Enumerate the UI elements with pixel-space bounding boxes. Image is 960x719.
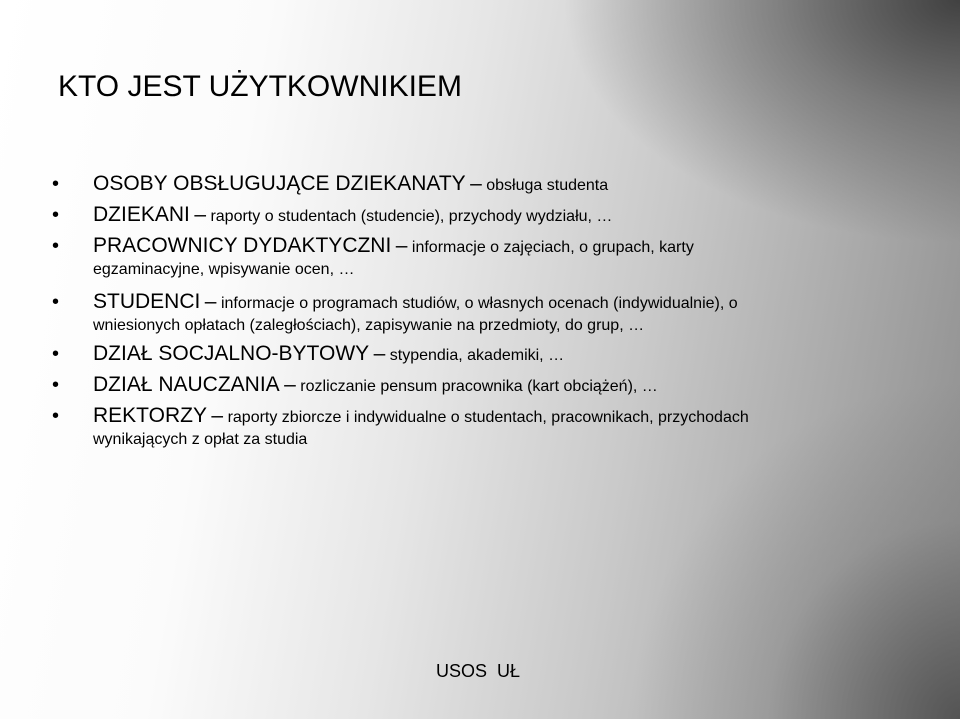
item-description: obsługa studenta [486,177,609,194]
user-list [52,172,882,449]
bullet-icon: • [52,173,60,195]
item-heading: PRACOWNICY DYDAKTYCZNI [93,234,392,257]
item-dash: – [373,342,386,365]
list-item [52,404,882,449]
item-description: raporty o studentach (studencie), przychody wydziału, … [210,208,613,225]
item-heading: DZIEKANI [93,203,190,226]
bullet-icon: • [52,343,60,365]
bullet-icon: • [52,405,60,427]
footer-label: USOS UŁ [436,661,521,681]
item-description: informacje o programach studiów, o własnych ocenach (indywidualnie), o [220,295,738,312]
item-dash: – [204,290,217,313]
bullet-icon: • [52,204,60,226]
item-description: rozliczanie pensum pracownika (kart obciążeń), … [300,378,658,395]
bullet-icon: • [52,374,60,396]
list-item [52,203,882,227]
list-item [52,172,882,196]
slide-title: KTO JEST UŻYTKOWNIKIEM [58,70,462,103]
bullet-icon: • [52,291,60,313]
item-heading: DZIAŁ NAUCZANIA [93,373,280,396]
bullet-icon: • [52,235,60,257]
item-dash: – [211,404,224,427]
item-dash: – [395,234,408,257]
item-continuation: wniesionych opłatach (zaległościach), zapisywanie na przedmioty, do grup, … [93,317,645,334]
list-item [52,234,882,279]
item-continuation: wynikających z opłat za studia [93,431,308,448]
item-heading: REKTORZY [93,404,207,427]
list-item [52,290,882,335]
list-item [52,373,882,397]
item-continuation: egzaminacyjne, wpisywanie ocen, … [93,261,355,278]
item-heading: OSOBY OBSŁUGUJĄCE DZIEKANATY [93,172,466,195]
item-heading: STUDENCI [93,290,201,313]
item-dash: – [194,203,206,226]
list-item [52,342,882,366]
item-description: raporty zbiorcze i indywidualne o studentach, pracownikach, przychodach [227,409,749,426]
item-heading: DZIAŁ SOCJALNO-BYTOWY [93,342,370,365]
item-dash: – [284,373,296,396]
item-description: informacje o zajęciach, o grupach, karty [411,239,694,256]
item-description: stypendia, akademiki, … [389,347,565,364]
item-dash: – [470,172,482,195]
